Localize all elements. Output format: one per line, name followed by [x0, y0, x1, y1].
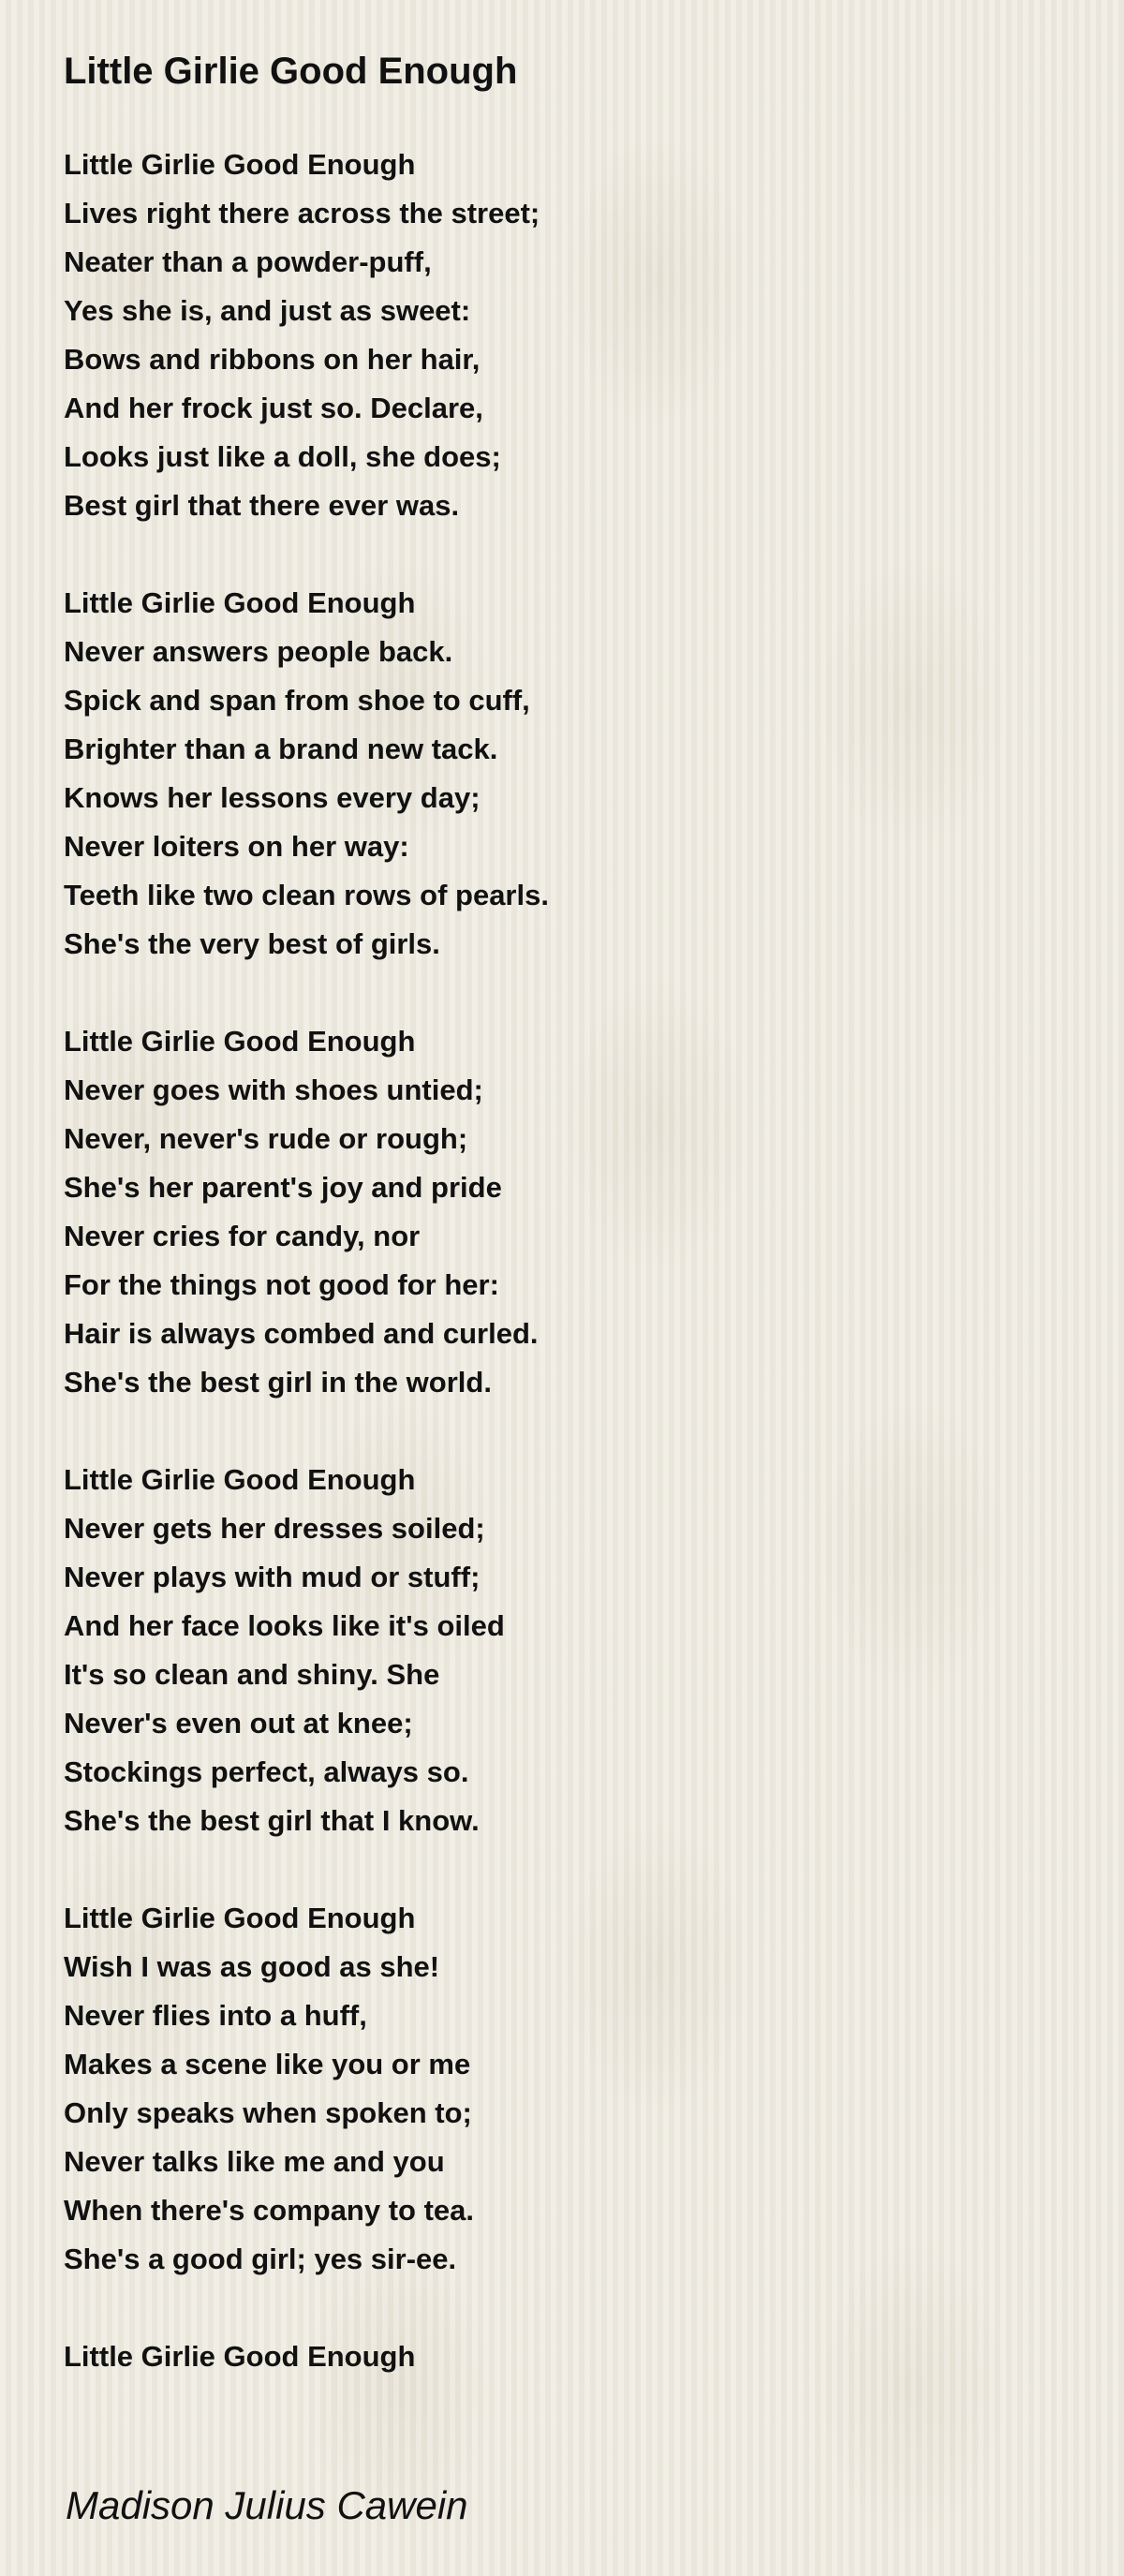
verse-line: Wish I was as good as she! — [64, 1950, 440, 1983]
verse-line: Knows her lessons every day; — [64, 781, 481, 814]
verse-line: Little Girlie Good Enough — [64, 586, 416, 619]
poem-body — [64, 141, 1000, 2430]
verse-line: Never's even out at knee; — [64, 1707, 413, 1740]
verse-line: Little Girlie Good Enough — [64, 148, 416, 181]
verse-line: Teeth like two clean rows of pearls. — [64, 879, 549, 911]
stanza-2 — [64, 579, 1000, 969]
verse-line: Little Girlie Good Enough — [64, 1025, 416, 1058]
verse-line: She's her parent's joy and pride — [64, 1171, 502, 1204]
verse-line: Neater than a powder-puff, — [64, 245, 432, 278]
verse-line: She's the very best of girls. — [64, 927, 440, 960]
poem-title: Little Girlie Good Enough — [64, 51, 518, 92]
verse-line: Never goes with shoes untied; — [64, 1073, 483, 1106]
stanza-1 — [64, 141, 1000, 530]
author-name: Madison Julius Cawein — [66, 2483, 468, 2527]
verse-line: Stockings perfect, always so. — [64, 1755, 469, 1788]
verse-line: Best girl that there ever was. — [64, 489, 460, 522]
verse-line: Little Girlie Good Enough — [64, 2340, 416, 2373]
verse-line: Never plays with mud or stuff; — [64, 1561, 481, 1593]
verse-line: It's so clean and shiny. She — [64, 1658, 440, 1691]
verse-line: Never, never's rude or rough; — [64, 1122, 468, 1155]
verse-line: Hair is always combed and curled. — [64, 1317, 539, 1350]
stanza-5 — [64, 1894, 1000, 2284]
verse-line: Never talks like me and you — [64, 2145, 445, 2178]
verse-line: Never answers people back. — [64, 635, 453, 668]
verse-line: Never gets her dresses soiled; — [64, 1512, 485, 1545]
verse-line: Yes she is, and just as sweet: — [64, 294, 471, 327]
verse-line: Never flies into a huff, — [64, 1999, 367, 2032]
verse-line: Little Girlie Good Enough — [64, 1902, 416, 1934]
verse-line: For the things not good for her: — [64, 1268, 499, 1301]
verse-line: When there's company to tea. — [64, 2194, 475, 2227]
verse-line: Looks just like a doll, she does; — [64, 440, 501, 473]
verse-line: Never loiters on her way: — [64, 830, 409, 863]
verse-line: She's the best girl in the world. — [64, 1366, 492, 1399]
verse-line: Lives right there across the street; — [64, 197, 540, 229]
verse-line: Makes a scene like you or me — [64, 2048, 471, 2080]
verse-line: And her face looks like it's oiled — [64, 1609, 505, 1642]
verse-line: Spick and span from shoe to cuff, — [64, 684, 530, 717]
verse-line: She's a good girl; yes sir-ee. — [64, 2243, 457, 2275]
verse-line: Only speaks when spoken to; — [64, 2096, 472, 2129]
verse-line: Brighter than a brand new tack. — [64, 733, 498, 765]
verse-line: She's the best girl that I know. — [64, 1804, 480, 1837]
verse-line: Bows and ribbons on her hair, — [64, 343, 481, 376]
stanza-3 — [64, 1017, 1000, 1407]
stanza-4 — [64, 1456, 1000, 1845]
stanza-6 — [64, 2332, 1000, 2381]
verse-line: And her frock just so. Declare, — [64, 392, 483, 424]
verse-line: Little Girlie Good Enough — [64, 1463, 416, 1496]
verse-line: Never cries for candy, nor — [64, 1220, 421, 1252]
